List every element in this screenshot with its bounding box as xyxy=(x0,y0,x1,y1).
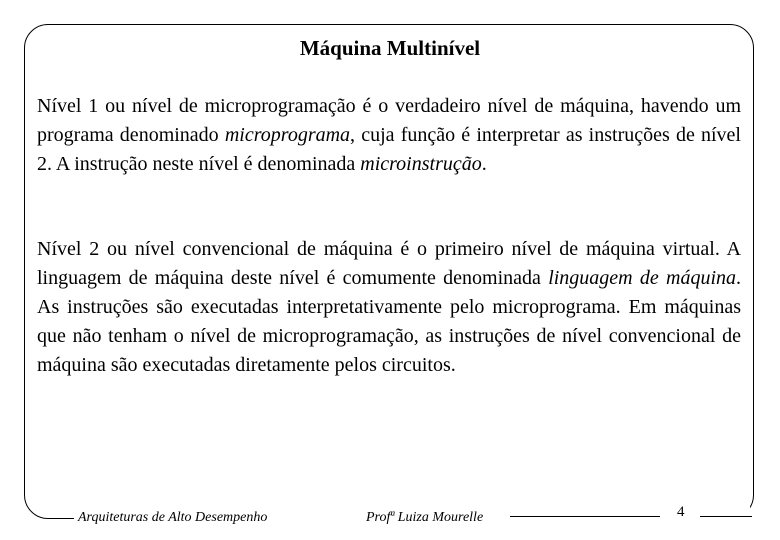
paragraph-level-2 xyxy=(37,235,741,380)
footer-author: Profª Luiza Mourelle xyxy=(366,510,484,525)
slide-title: Máquina Multinível xyxy=(299,36,481,60)
paragraph-1-text: . xyxy=(481,153,487,175)
footer-divider xyxy=(510,516,660,517)
term-microprograma: microprograma xyxy=(224,124,351,146)
footer-course-name: Arquiteturas de Alto Desempenho xyxy=(78,510,268,525)
term-microinstrucao: microinstrução xyxy=(360,153,482,175)
page-number: 4 xyxy=(677,504,685,520)
footer-divider xyxy=(60,518,74,519)
paragraph-level-1 xyxy=(37,92,741,179)
paragraph-1-text: Nível 1 ou nível de microprogramação é o verdadeiro nível de máquina, havendo um programa denominado xyxy=(37,95,741,146)
term-linguagem-de-maquina: linguagem de máquina xyxy=(548,267,736,289)
paragraph-2-text: Nível 2 ou nível convencional de máquina é o primeiro nível de máquina virtual. A linguagem de máquina deste nível é comumente denominada xyxy=(37,238,741,289)
paragraph-2-text: . As instruções são executadas interpretativamente pelo microprograma. Em máquinas que não tenham o nível de microprogramação, as instruções de nível convencional de máquina são executadas diretamente pelos circuitos. xyxy=(37,267,741,376)
paragraph-1-text: , cuja função é interpretar as instruções de nível 2. A instrução neste nível é denominada xyxy=(37,124,741,175)
footer-divider xyxy=(700,516,752,517)
